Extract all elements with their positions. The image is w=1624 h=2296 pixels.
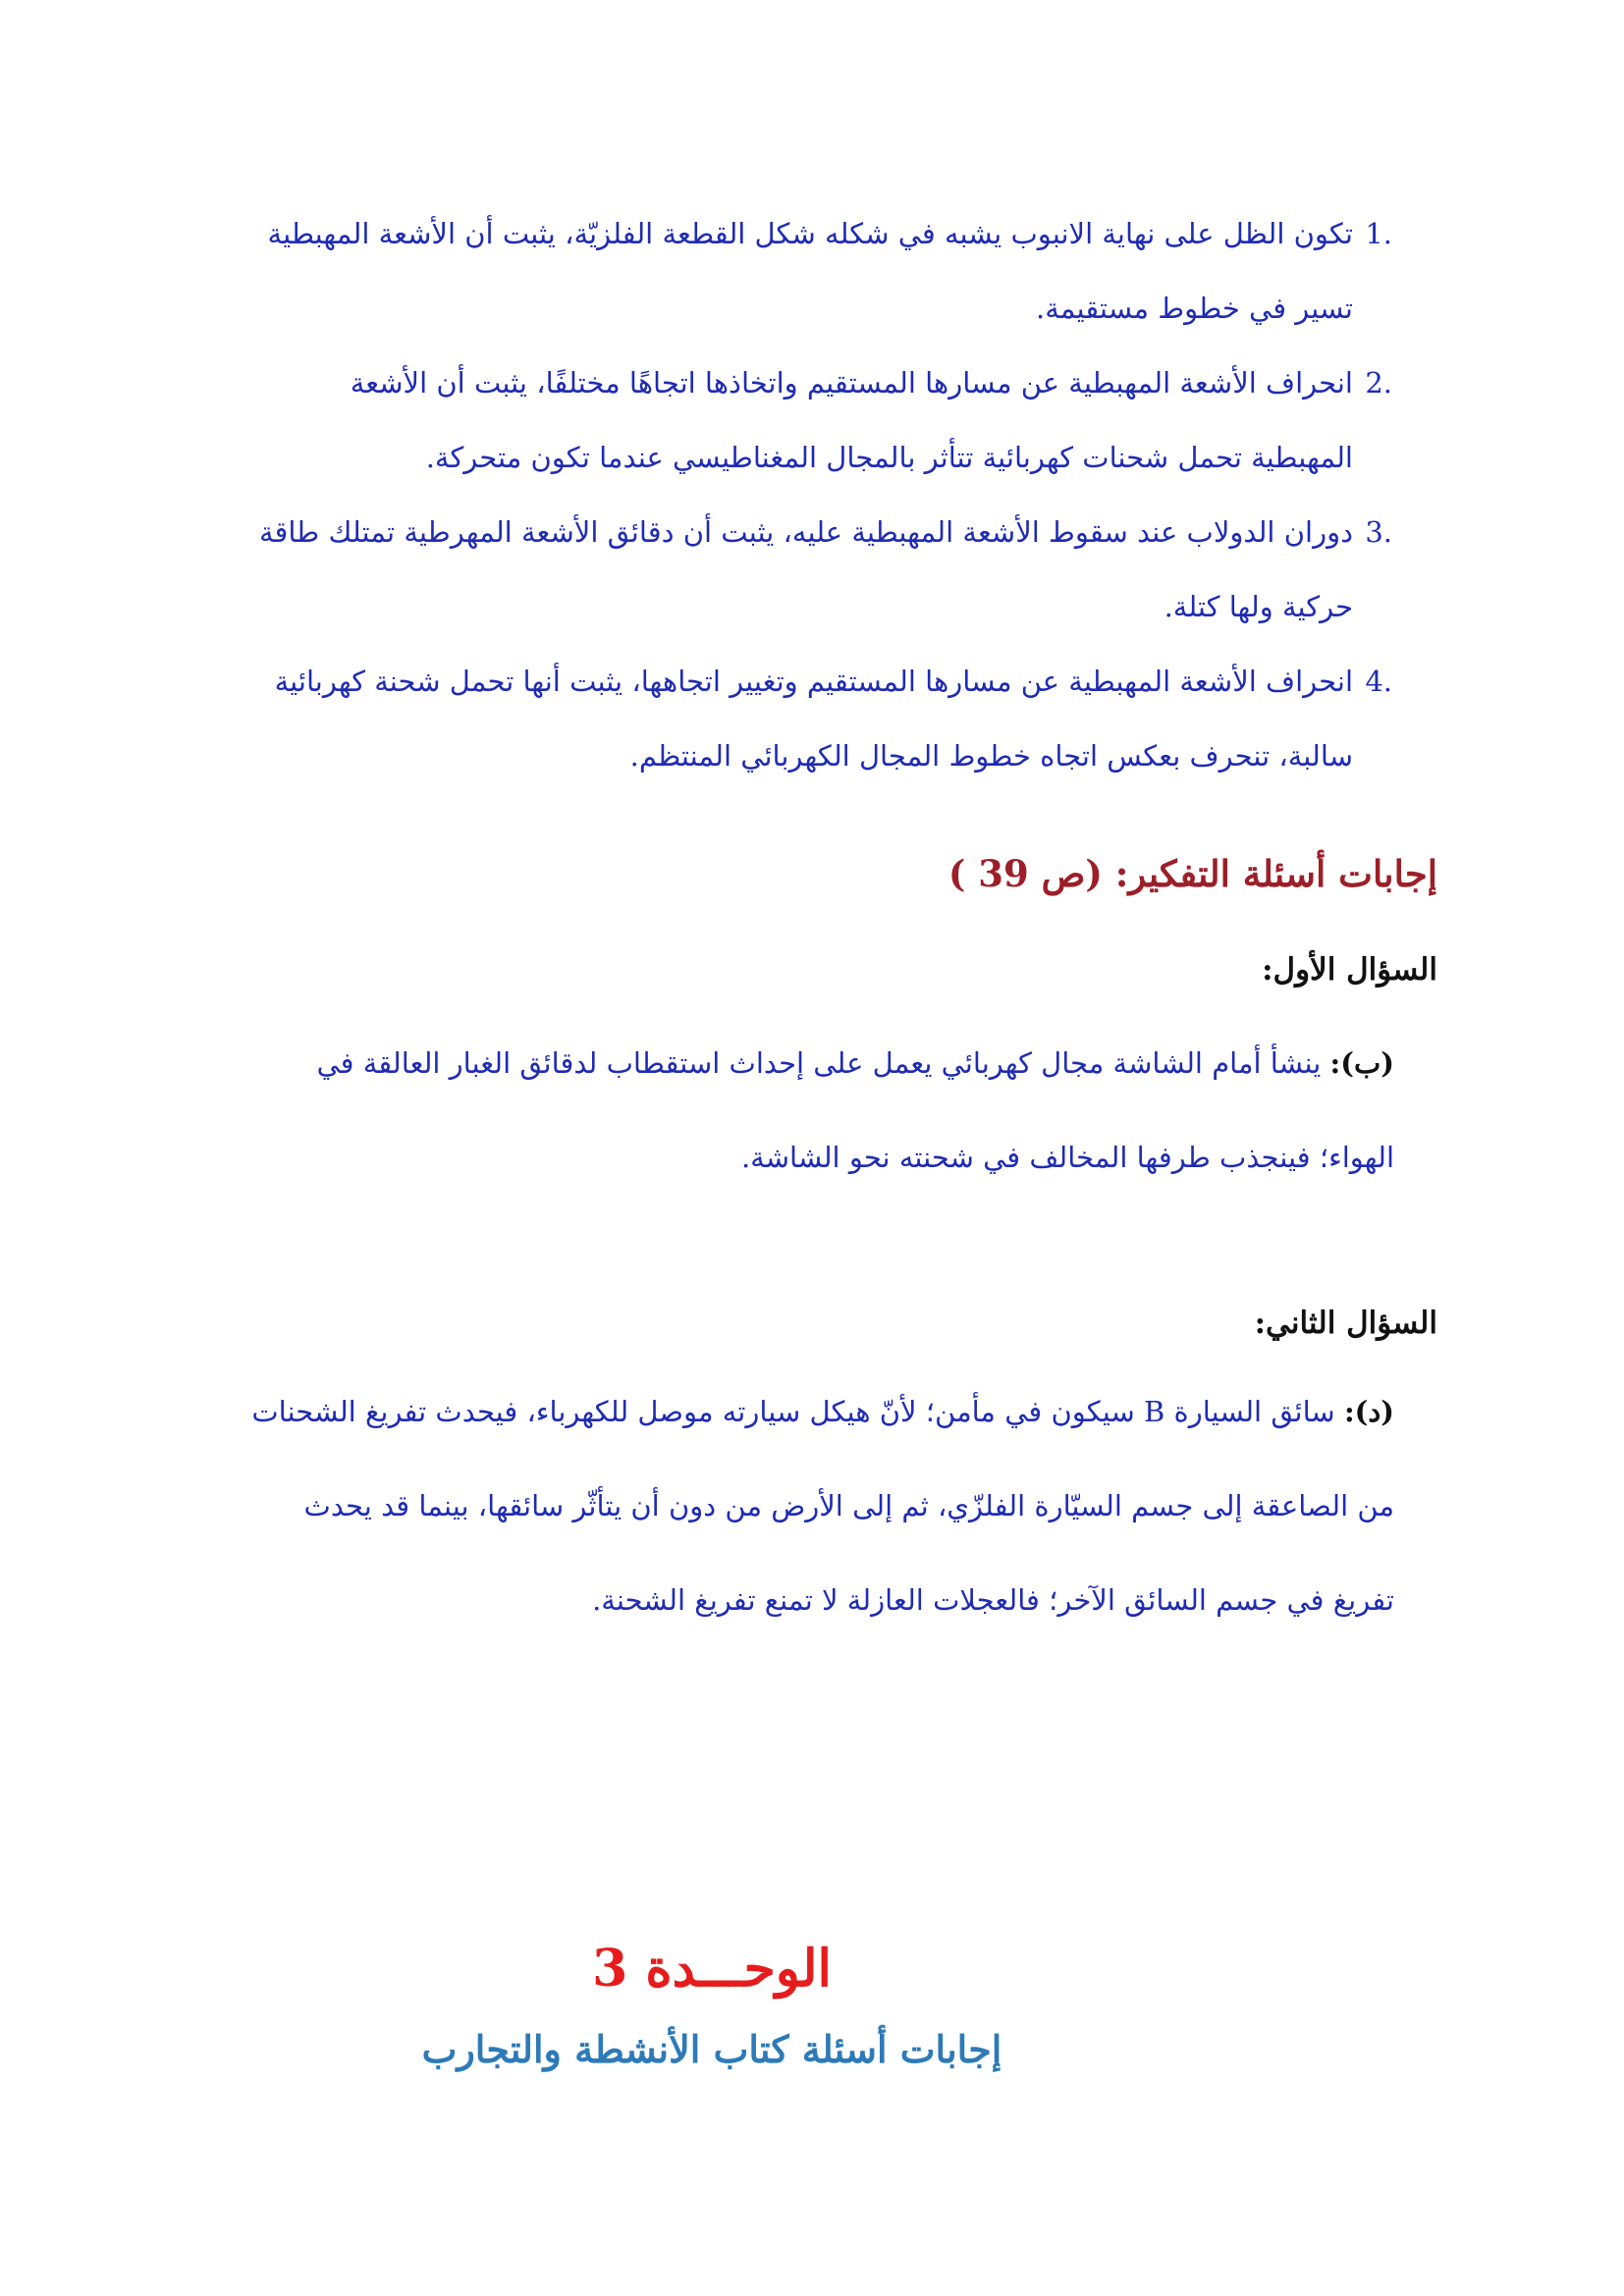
item-number: 3. (1365, 515, 1392, 549)
answer-line (216, 1364, 1394, 1459)
unit-title: الوحـــدة 3 (592, 1939, 832, 1999)
list-item (185, 495, 1392, 644)
list-item (185, 196, 1392, 346)
item-line: حركية ولها كتلة. (1164, 590, 1353, 623)
item-number: 2. (1365, 366, 1392, 400)
question-two-answer (216, 1364, 1394, 1647)
answer-line: الهواء؛ فينجذب طرفها المخالف في شحنته نحو الشاشة. (740, 1141, 1394, 1174)
question-one-answer (216, 1016, 1394, 1204)
item-line: المهبطية تحمل شحنات كهربائية تتأثر بالمجال المغناطيسي عندما تكون متحركة. (425, 441, 1353, 474)
list-item (185, 644, 1392, 793)
thinking-questions-heading (948, 852, 1437, 895)
answer-key: (ب): (1329, 1046, 1394, 1080)
item-number: 1. (1365, 217, 1392, 250)
answer-line: من الصاعقة إلى جسم السيّارة الفلزّي، ثم إلى الأرض من دون أن يتأثّر سائقها، بينما قد يحدث (303, 1489, 1394, 1522)
list-item (185, 346, 1392, 495)
item-line: دوران الدولاب عند سقوط الأشعة المهبطية عليه، يثبت أن دقائق الأشعة المهرطية تمتلك طاقة (258, 515, 1353, 549)
answer-key: (د): (1343, 1395, 1394, 1428)
answer-text: سائق السيارة B سيكون في مأمن؛ لأنّ هيكل سيارته موصل للكهرباء، فيحدث تفريغ الشحنات (251, 1395, 1335, 1428)
item-line: تسير في خطوط مستقيمة. (1035, 292, 1353, 325)
item-line: انحراف الأشعة المهبطية عن مسارها المستقيم وتغيير اتجاهها، يثبت أنها تحمل شحنة كهربائية (274, 665, 1353, 698)
unit-subtitle: إجابات أسئلة كتاب الأنشطة والتجارب (421, 2027, 1002, 2071)
answer-line: تفريغ في جسم السائق الآخر؛ فالعجلات العازلة لا تمنع تفريغ الشحنة. (592, 1583, 1394, 1617)
question-one-title: السؤال الأول: (1262, 952, 1437, 988)
answer-line (216, 1016, 1394, 1110)
heading-text: إجابات أسئلة التفكير: (1114, 852, 1437, 895)
numbered-list (185, 196, 1392, 793)
answer-text: ينشأ أمام الشاشة مجال كهربائي يعمل على إحداث استقطاب لدقائق الغبار العالقة في (316, 1046, 1322, 1080)
item-number: 4. (1365, 665, 1392, 698)
item-line: سالبة، تنحرف بعكس اتجاه خطوط المجال الكهربائي المنتظم. (629, 739, 1353, 773)
question-two-title: السؤال الثاني: (1254, 1306, 1437, 1341)
item-line: انحراف الأشعة المهبطية عن مسارها المستقيم واتخاذها اتجاهًا مختلفًا، يثبت أن الأشعة (350, 366, 1353, 400)
page-reference: ( ص 39) (947, 852, 1103, 895)
item-line: تكون الظل على نهاية الانبوب يشبه في شكله شكل القطعة الفلزيّة، يثبت أن الأشعة المهبطية (267, 217, 1353, 250)
